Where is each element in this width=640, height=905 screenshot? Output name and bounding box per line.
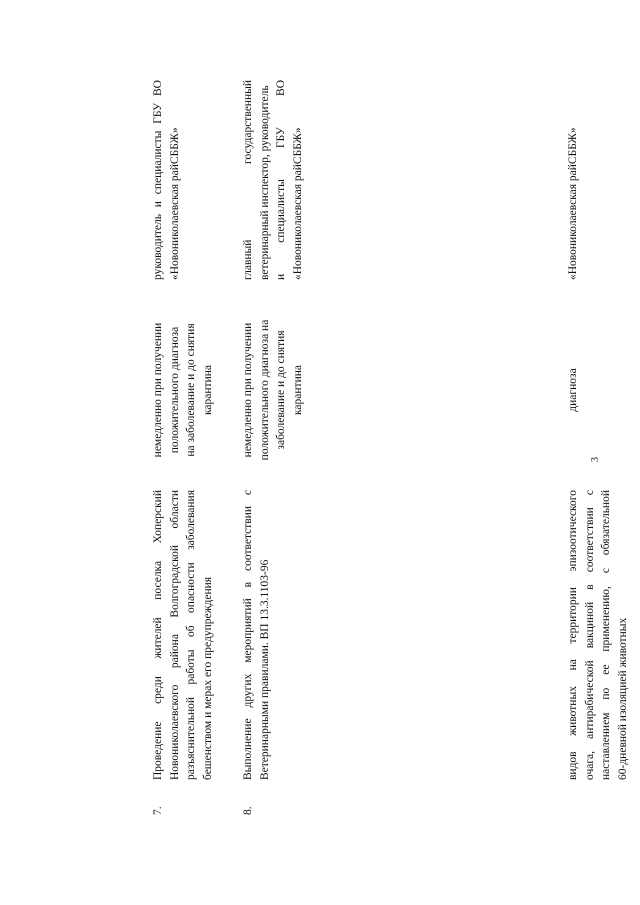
responsible-line: «Новониколаевская райСББЖ»: [291, 127, 304, 280]
responsible-line: «Новониколаевская райСББЖ»: [168, 127, 181, 280]
term-line: на заболевание и до снятия: [185, 323, 197, 457]
row-term: [565, 295, 582, 485]
row-action: [565, 490, 631, 780]
row-responsible: [565, 80, 582, 280]
term-line: положительного диагноза: [168, 326, 181, 454]
term-line: немедленно при получении: [152, 322, 164, 458]
action-line: Выполнение других мероприятий в соответствии с: [242, 490, 254, 780]
term-line: карантина: [291, 365, 304, 415]
action-line: Проведение среди жителей поселка Хоперский: [152, 490, 164, 780]
action-line: 60-дневной изоляцией животных: [616, 617, 629, 780]
action-line: Ветеринарными правилами. ВП 13.3.1103-96: [258, 559, 271, 780]
row-number: 7.: [152, 806, 164, 815]
term-line: карантина: [201, 365, 214, 415]
action-line: очага, антирабической вакциной в соответствии с: [583, 490, 596, 780]
row-term: [240, 295, 306, 485]
term-line: диагноза: [567, 368, 579, 412]
action-line: Новониколаевского района Волгоградской области: [168, 490, 181, 780]
row-action: [240, 490, 273, 780]
action-line: бешенством и мерах его предупреждения: [201, 576, 214, 780]
responsible-line: «Новониколаевская райСББЖ»: [567, 127, 579, 280]
term-line: положительного диагноза на: [258, 319, 271, 461]
page-number: 3: [590, 457, 601, 462]
row-responsible: [240, 80, 306, 280]
responsible-line: ветеринарный инспектор, руководитель: [258, 85, 271, 280]
action-line: видов животных на территории эпизоотического: [567, 490, 579, 780]
row-term: [150, 295, 216, 485]
row-action: [150, 490, 216, 780]
responsible-line: главный государственный: [242, 80, 254, 280]
responsible-line: руководитель и специалисты ГБУ ВО: [152, 80, 164, 280]
row-responsible: [150, 80, 183, 280]
term-line: немедленно при получении: [242, 322, 254, 458]
action-line: наставлением по ее применению, с обязательной: [600, 490, 612, 780]
term-line: заболевание и до снятия: [275, 330, 287, 450]
row-number: 8.: [242, 806, 254, 815]
responsible-line: и специалисты ГБУ ВО: [275, 80, 287, 280]
action-line: разъяснительной работы об опасности заболевания: [185, 490, 197, 780]
